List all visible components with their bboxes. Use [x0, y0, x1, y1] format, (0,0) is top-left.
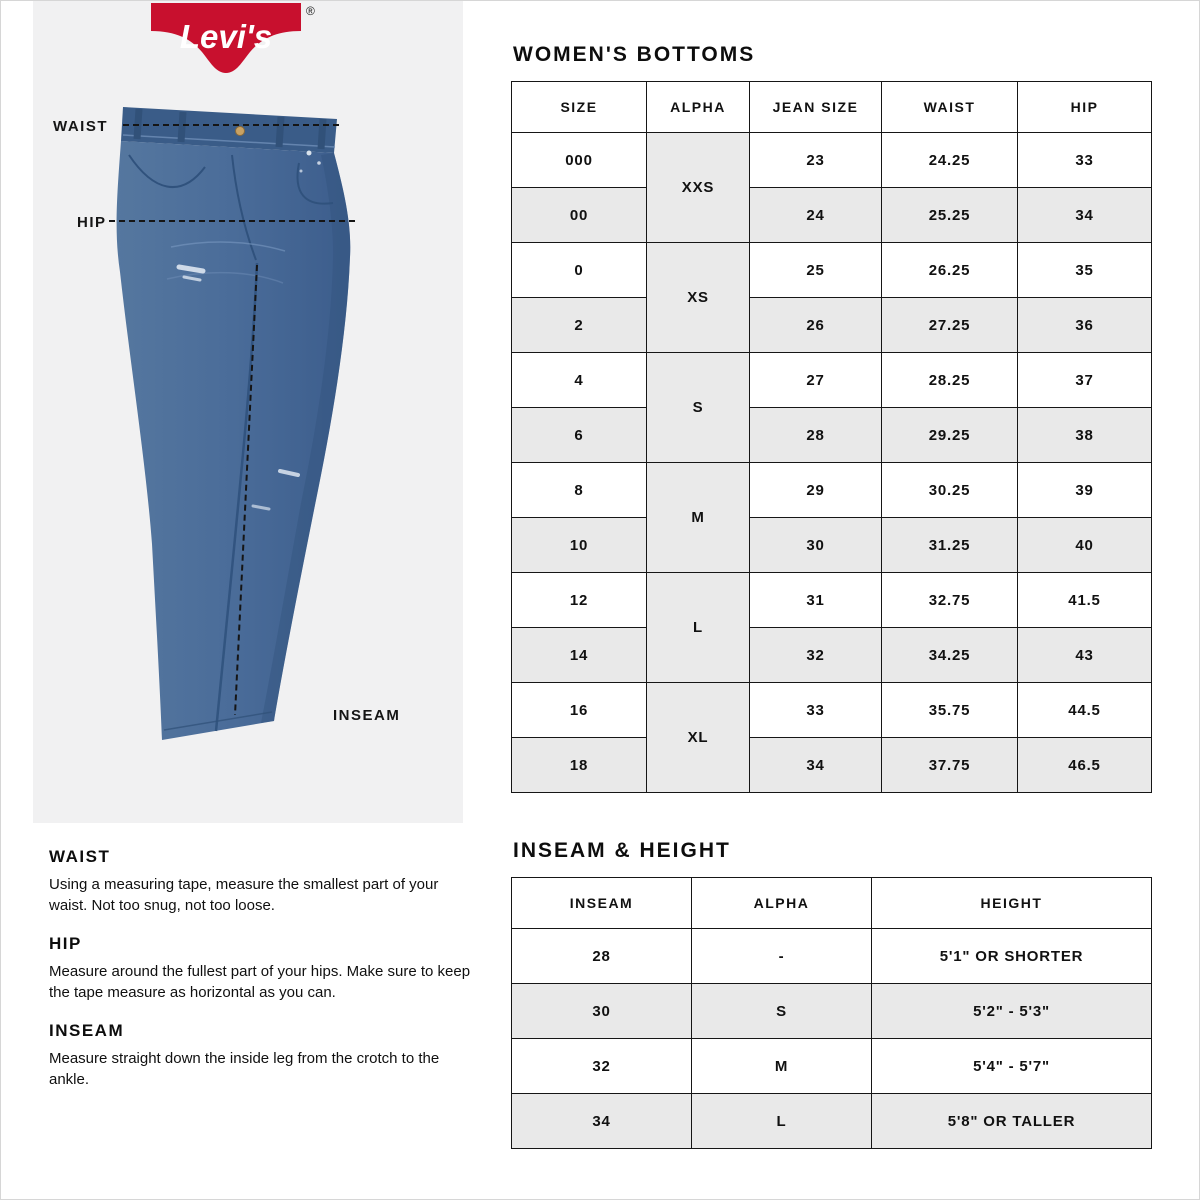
- waist-cell: 37.75: [882, 738, 1018, 793]
- inseam-measure-label: INSEAM: [333, 707, 401, 724]
- inseam-table-row: [512, 1039, 1152, 1094]
- height-cell: 5'4" - 5'7": [872, 1039, 1152, 1094]
- registered-mark-icon: ®: [306, 4, 315, 18]
- waist-cell: 26.25: [882, 243, 1018, 298]
- jean-size-cell: 30: [750, 518, 882, 573]
- paint-spot: [300, 170, 303, 173]
- alpha-cell: XL: [647, 683, 750, 793]
- inseam-chart-title: INSEAM & HEIGHT: [513, 839, 731, 862]
- size-cell: 14: [512, 628, 647, 683]
- alpha-cell: S: [692, 984, 872, 1039]
- col-header-jean-size: JEAN SIZE: [750, 82, 882, 133]
- size-cell: 0: [512, 243, 647, 298]
- jean-size-cell: 24: [750, 188, 882, 243]
- alpha-cell: XXS: [647, 133, 750, 243]
- bottoms-table-row: [512, 463, 1152, 518]
- jeans-diagram: [33, 1, 463, 823]
- bottoms-chart-title: WOMEN'S BOTTOMS: [513, 43, 756, 66]
- hip-cell: 41.5: [1018, 573, 1152, 628]
- bottoms-table-row: [512, 188, 1152, 243]
- instruction-hip: [49, 934, 475, 1003]
- instruction-text: Using a measuring tape, measure the smallest part of your waist. Not too snug, not too loose.: [49, 876, 439, 914]
- jeans-button: [236, 127, 245, 136]
- inseam-cell: 28: [512, 929, 692, 984]
- bottoms-table-row: [512, 628, 1152, 683]
- waist-cell: 32.75: [882, 573, 1018, 628]
- bottoms-table-row: [512, 353, 1152, 408]
- levis-logo: [151, 3, 315, 73]
- jeans-diagram-panel: [33, 1, 463, 823]
- inseam-cell: 32: [512, 1039, 692, 1094]
- waist-cell: 24.25: [882, 133, 1018, 188]
- hip-cell: 44.5: [1018, 683, 1152, 738]
- bottoms-table-row: [512, 243, 1152, 298]
- waist-cell: 34.25: [882, 628, 1018, 683]
- col-header-waist: WAIST: [882, 82, 1018, 133]
- instruction-text: Measure around the fullest part of your hips. Make sure to keep the tape measure as horizontal as you can.: [49, 963, 471, 1001]
- col-header-height: HEIGHT: [872, 878, 1152, 929]
- height-cell: 5'1" OR SHORTER: [872, 929, 1152, 984]
- size-charts: [511, 43, 1151, 1149]
- hip-cell: 43: [1018, 628, 1152, 683]
- hip-cell: 34: [1018, 188, 1152, 243]
- col-header-alpha: ALPHA: [647, 82, 750, 133]
- size-cell: 18: [512, 738, 647, 793]
- hip-cell: 35: [1018, 243, 1152, 298]
- jean-size-cell: 26: [750, 298, 882, 353]
- instruction-inseam: [49, 1021, 475, 1090]
- alpha-cell: XS: [647, 243, 750, 353]
- hip-cell: 39: [1018, 463, 1152, 518]
- size-cell: 12: [512, 573, 647, 628]
- size-cell: 6: [512, 408, 647, 463]
- bottoms-table-row: [512, 298, 1152, 353]
- inseam-table-row: [512, 929, 1152, 984]
- hip-cell: 46.5: [1018, 738, 1152, 793]
- inseam-header-row: [512, 878, 1152, 929]
- jean-size-cell: 31: [750, 573, 882, 628]
- inseam-table-row: [512, 1094, 1152, 1149]
- size-cell: 4: [512, 353, 647, 408]
- waist-measure-label: WAIST: [53, 118, 108, 135]
- paint-spot: [307, 151, 312, 156]
- alpha-cell: L: [692, 1094, 872, 1149]
- inseam-height-table: [511, 877, 1152, 1149]
- jean-size-cell: 28: [750, 408, 882, 463]
- alpha-cell: M: [692, 1039, 872, 1094]
- belt-loop: [279, 117, 281, 147]
- instruction-heading: INSEAM: [49, 1021, 125, 1040]
- hip-cell: 40: [1018, 518, 1152, 573]
- waist-cell: 27.25: [882, 298, 1018, 353]
- measurement-instructions: [49, 847, 475, 1108]
- hip-cell: 36: [1018, 298, 1152, 353]
- bottoms-table-row: [512, 683, 1152, 738]
- bottoms-table-row: [512, 518, 1152, 573]
- waist-cell: 25.25: [882, 188, 1018, 243]
- instruction-heading: HIP: [49, 934, 82, 953]
- size-cell: 16: [512, 683, 647, 738]
- bottoms-table-row: [512, 133, 1152, 188]
- bottoms-header-row: [512, 82, 1152, 133]
- col-header-size: SIZE: [512, 82, 647, 133]
- alpha-cell: L: [647, 573, 750, 683]
- size-cell: 2: [512, 298, 647, 353]
- size-cell: 8: [512, 463, 647, 518]
- waist-cell: 28.25: [882, 353, 1018, 408]
- col-header-hip: HIP: [1018, 82, 1152, 133]
- jean-size-cell: 27: [750, 353, 882, 408]
- instruction-waist: [49, 847, 475, 916]
- bottoms-table-row: [512, 738, 1152, 793]
- jean-size-cell: 32: [750, 628, 882, 683]
- inseam-table-row: [512, 984, 1152, 1039]
- jeans-illustration: [117, 107, 351, 740]
- col-header-alpha: ALPHA: [692, 878, 872, 929]
- inseam-table-body: [512, 929, 1152, 1149]
- inseam-cell: 30: [512, 984, 692, 1039]
- alpha-cell: -: [692, 929, 872, 984]
- jean-size-cell: 23: [750, 133, 882, 188]
- alpha-cell: S: [647, 353, 750, 463]
- instruction-text: Measure straight down the inside leg from the crotch to the ankle.: [49, 1050, 440, 1088]
- jean-size-cell: 29: [750, 463, 882, 518]
- inseam-cell: 34: [512, 1094, 692, 1149]
- jean-size-cell: 25: [750, 243, 882, 298]
- hip-measure-label: HIP: [77, 214, 107, 231]
- belt-loop: [321, 119, 323, 149]
- bottoms-size-table: [511, 81, 1152, 793]
- bottoms-table-body: [512, 133, 1152, 793]
- height-cell: 5'2" - 5'3": [872, 984, 1152, 1039]
- size-cell: 10: [512, 518, 647, 573]
- waist-cell: 31.25: [882, 518, 1018, 573]
- jean-size-cell: 34: [750, 738, 882, 793]
- jean-size-cell: 33: [750, 683, 882, 738]
- height-cell: 5'8" OR TALLER: [872, 1094, 1152, 1149]
- bottoms-table-row: [512, 408, 1152, 463]
- paint-spot: [317, 161, 321, 165]
- col-header-inseam: INSEAM: [512, 878, 692, 929]
- hip-cell: 37: [1018, 353, 1152, 408]
- bottoms-table-row: [512, 573, 1152, 628]
- waist-cell: 35.75: [882, 683, 1018, 738]
- size-cell: 00: [512, 188, 647, 243]
- hip-cell: 33: [1018, 133, 1152, 188]
- waist-cell: 29.25: [882, 408, 1018, 463]
- instruction-heading: WAIST: [49, 847, 111, 866]
- hip-cell: 38: [1018, 408, 1152, 463]
- belt-loop: [181, 112, 183, 142]
- waist-cell: 30.25: [882, 463, 1018, 518]
- logo-wordmark: Levi's: [179, 18, 273, 55]
- size-cell: 000: [512, 133, 647, 188]
- alpha-cell: M: [647, 463, 750, 573]
